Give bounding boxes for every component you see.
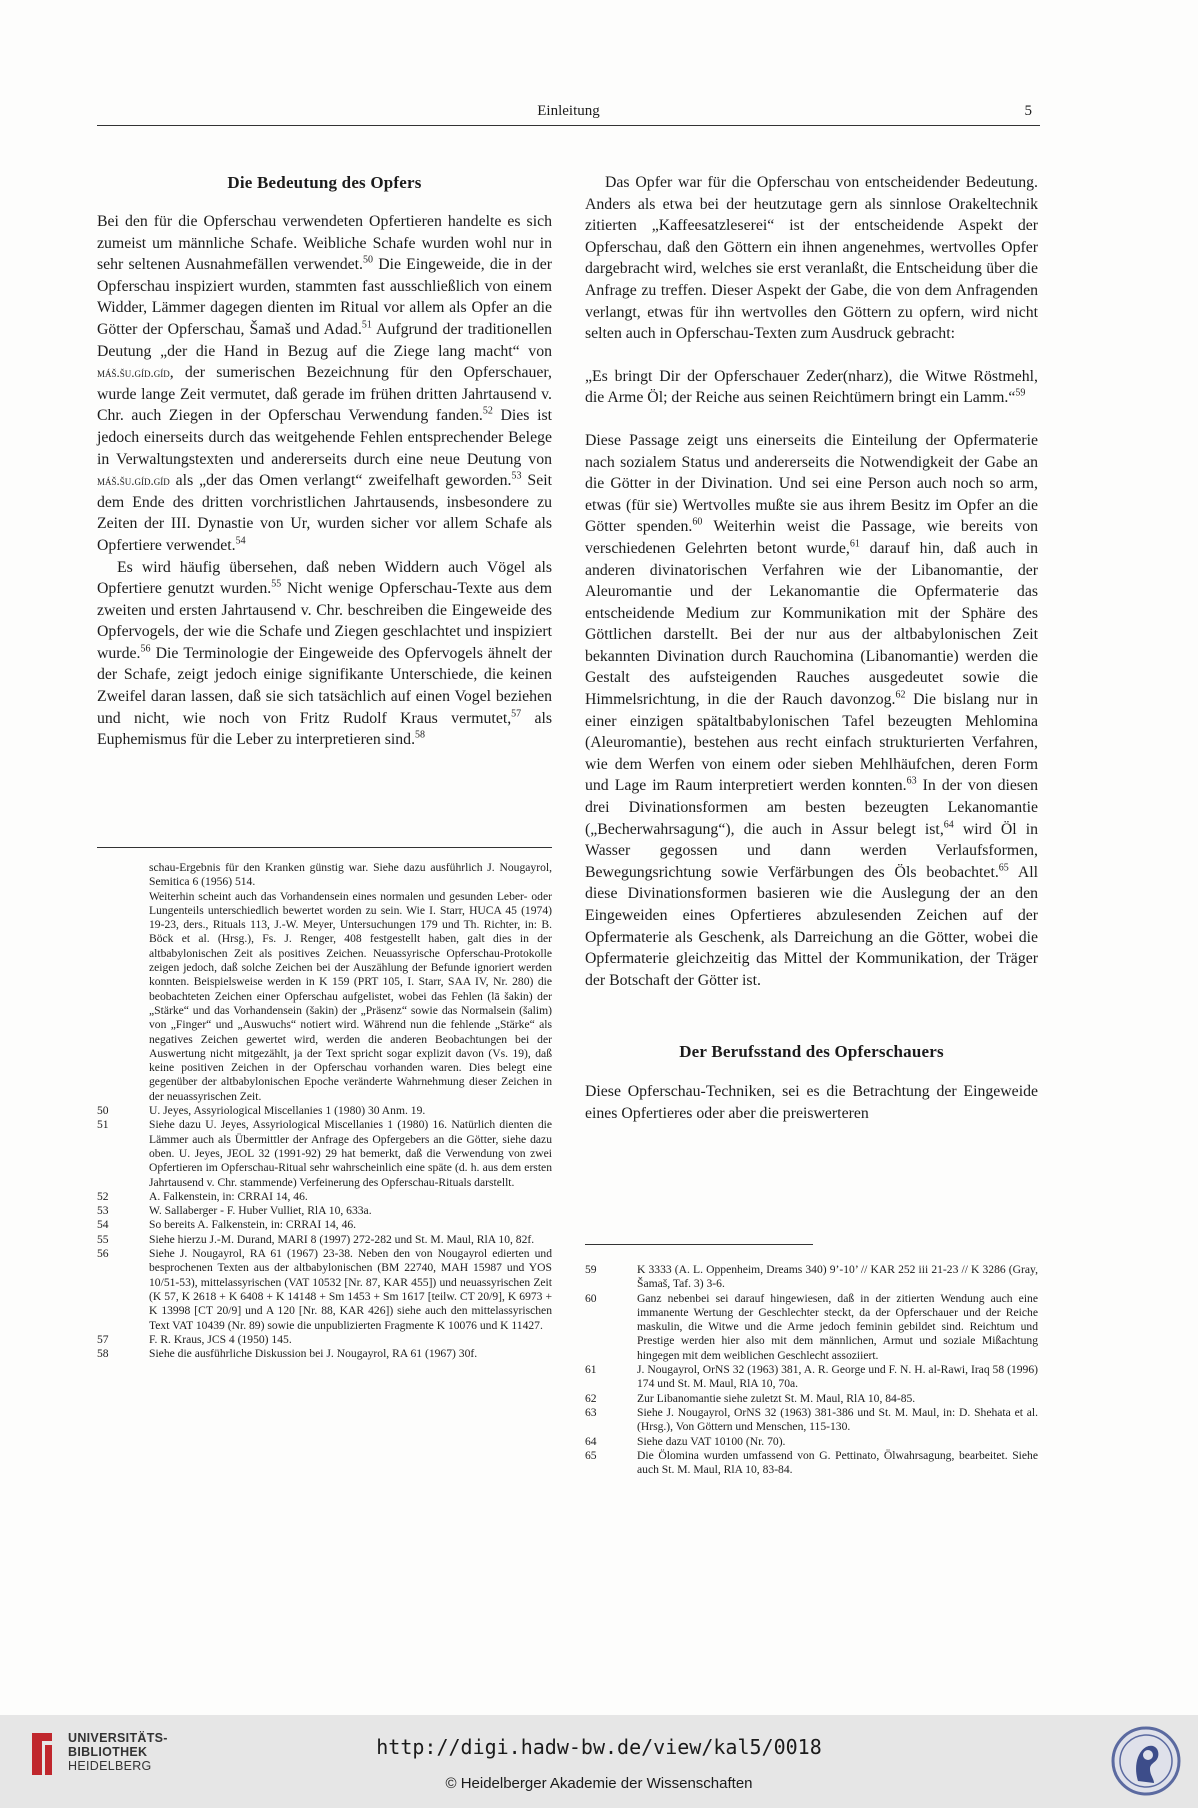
footnote-number: 63 — [585, 1405, 597, 1419]
footnote-divider — [585, 1244, 813, 1245]
footnote-ref[interactable]: 60 — [692, 517, 703, 529]
sumerian-term: máš.šu.gíd.gíd — [97, 365, 170, 381]
footnote-text: Siehe dazu U. Jeyes, Assyriological Miscellanies 1 (1980) 16. Natürlich dienten die Lämmer auch als Übermittler der Anfrage des Opfergebers an die Götter, siehe dazu oben. U. Jeyes, JEOL 32 (1991-92) 29 hat bemerkt, daß die Verwendung von zwei Opfertieren im Opferschau-Ritual sehr wahrscheinlich eine späte (d. h. aus dem ersten Jahrtausend v. Chr. stammende) Verfeinerung des Opferschau-Rituals darstellt. — [149, 1118, 552, 1189]
footnote-63 — [585, 1406, 1038, 1435]
footnote-continuation: Weiterhin scheint auch das Vorhandensein eines normalen und gesunden Leber- oder Lungenteils unterschiedlich bewertet worden zu sein. Wie I. Starr, HUCA 45 (1974) 19-23, ders., Rituals 113, J.-W. Meyer, Untersuchungen 179 und Th. Richter, in: B. Böck et al. (Hrsg.), Fs. J. Renger, 408 festgestellt haben, galt dies in der altbabylonischen Zeit als positives Zeichen. Neuassyrische Opferschau-Protokolle zeigen jedoch, daß solche Zeichen bei der Auszählung der Befunde ignoriert werden konnten. Beispielsweise werden in K 159 (PRT 105, I. Starr, SAA IV, Nr. 280) die beobachteten Zeichen einer Opferschau aufgelistet, wobei das Fehlen (lā šakin) der „Stärke“ und das Vorhandensein (šakin) der „Präsenz“ sowie das Normalsein (šalim) von „Finger“ und „Auswuchs“ notiert wird. Während nun die fehlende „Stärke“ als negatives Zeichen gewertet wird, werden die anderen Beobachtungen bei der Auswertung nicht mitgezählt, ja der Text spricht sogar explizit davon (Vs. 19), daß keine positiven Zeichen in der Opferschau vorhanden waren. Dies belegt eine gegenüber der altbabylonischen Epoche veränderte Wahrnehmung dieser Zeichen in der neuassyrischen Zeit. — [149, 889, 552, 1103]
footnote-61 — [585, 1363, 1038, 1392]
footnote-55 — [97, 1233, 552, 1247]
library-name[interactable]: UNIVERSITÄTS- BIBLIOTHEK HEIDELBERG — [68, 1731, 168, 1773]
footnote-ref[interactable]: 64 — [943, 819, 954, 831]
footnote-number: 50 — [97, 1104, 109, 1118]
footnote-number: 53 — [97, 1204, 109, 1218]
footnote-text: F. R. Kraus, JCS 4 (1950) 145. — [149, 1332, 292, 1346]
left-footnotes — [97, 861, 552, 1361]
footnote-64 — [585, 1435, 1038, 1449]
footnote-ref[interactable]: 58 — [415, 729, 426, 741]
paragraph: Das Opfer war für die Opferschau von entscheidender Bedeutung. Anders als etwa bei der heutzutage gern als sinnlose Orakeltechnik zitierten „Kaffeesatzleserei“ ist der entscheidende Aspekt der Opferschau, daß den Göttern ein ihnen angenehmes, wertvolles Opfer dargebracht wird, welches sie erst veranlaßt, die Entscheidung über die Anfrage zu treffen. Dieser Aspekt der Gabe, die von dem Anfragenden verlangt, etwas für ihn wertvolles den Göttern zu opfern, wird nicht selten auch in Opferschau-Texten zum Ausdruck gebracht: — [585, 174, 1038, 343]
footnote-text: Zur Libanomantie siehe zuletzt St. M. Maul, RlA 10, 84-85. — [637, 1391, 916, 1405]
footnote-57 — [97, 1333, 552, 1347]
left-column — [97, 172, 552, 751]
footnote-number: 57 — [97, 1332, 109, 1346]
footnote-53 — [97, 1204, 552, 1218]
page-number: 5 — [1024, 103, 1032, 119]
copyright-notice: © Heidelberger Akademie der Wissenschaften — [445, 1775, 753, 1792]
library-footer — [0, 1715, 1198, 1808]
footnote-text: J. Nougayrol, OrNS 32 (1963) 381, A. R. George und F. N. H. al-Rawi, Iraq 58 (1996) 174 und St. M. Maul, RlA 10, 70a. — [637, 1363, 1038, 1391]
footnote-number: 58 — [97, 1347, 109, 1361]
footnote-ref[interactable]: 63 — [906, 776, 917, 788]
footnote-number: 65 — [585, 1448, 597, 1462]
footnote-text: Siehe hierzu J.-M. Durand, MARI 8 (1997) 272-282 und St. M. Maul, RlA 10, 82f. — [149, 1232, 535, 1246]
footnote-text: So bereits A. Falkenstein, in: CRRAI 14, 46. — [149, 1218, 357, 1232]
footnote-text: W. Sallaberger - F. Huber Vulliet, RlA 10, 633a. — [149, 1204, 372, 1218]
section-heading-berufsstand: Der Berufsstand des Opferschauers — [679, 1042, 944, 1062]
paragraph: Bei den für die Opferschau verwendeten Opfertieren handelte es sich zumeist um männliche Schafe. Weibliche Schafe wurden wohl nur in sehr seltenen Ausnahmefällen verwendet.$^{50}$ Die Eingeweide, die in der Opferschau inspiziert wurden, stammten fast ausschließlich von einem Widder, Lämmer dagegen dienten im Ritual vor allem als Opfer an die Götter der Opferschau, Šamaš und Adad.$^{51}$ Aufgrund der traditionellen Deutung „der die Hand in Bezug auf die Ziege lang macht“ von máš.šu.gíd.gíd, der sumerischen Bezeichnung für den Opferschauer, wurde lange Zeit vermutet, daß gerade im frühen dritten Jahrtausend v. Chr. auch Ziegen in der Opferschau Verwendung fanden.$^{52}$ Dies ist jedoch einerseits durch das weitgehende Fehlen entsprechender Belege in Verwaltungstexten und andererseits durch eine neue Deutung von máš.šu.gíd.gíd als „der das Omen verlangt“ zweifelhaft geworden.$^{53}$ Seit dem Ende des dritten vorchristlichen Jahrtausends, insbesondere zu Zeiten der III. Dynastie von Ur, wurden sicher vor allem Schafe als Opfertiere verwendet.$^{54}$ — [97, 213, 553, 554]
footnote-text: Siehe J. Nougayrol, RA 61 (1967) 23-38. Neben den von Nougayrol edierten und besprochenen Texten aus der altbabylonischen (BM 22740, MAH 15987 und YOS 10/51-53), mittelassyrischen (VAT 10532 [Nr. 87, KAR 455]) und neuassyrischen Zeit (K 57, K 2618 + K 6408 + K 14148 + Sm 1453 + Sm 1617 [teilw. CT 20/9], K 6973 + K 13998 [CT 20/9] und A 120 [Nr. 88, KAR 426]) siehe auch den mittelassyrischen Text VAT 10439 (Nr. 89) sowie die unpublizierten Fragmente K 10076 und K 11427. — [149, 1247, 552, 1332]
running-title: Einleitung — [537, 103, 600, 119]
footnote-58 — [97, 1347, 552, 1361]
footnote-number: 51 — [97, 1118, 109, 1132]
footnote-54 — [97, 1218, 552, 1232]
footnote-continuation: schau-Ergebnis für den Kranken günstig war. Siehe dazu ausführlich J. Nougayrol, Semitica 6 (1956) 514. — [149, 861, 552, 889]
footnote-ref[interactable]: 54 — [235, 535, 246, 547]
footnote-text: A. Falkenstein, in: CRRAI 14, 46. — [149, 1189, 308, 1203]
footnote-59 — [585, 1263, 1038, 1292]
running-header — [97, 101, 1040, 126]
section-heading-opfer: Die Bedeutung des Opfers — [227, 173, 422, 192]
footnote-text: Siehe J. Nougayrol, OrNS 32 (1963) 381-386 und St. M. Maul, in: D. Shehata et al. (Hrsg.), Von Göttern und Menschen, 115-130. — [637, 1405, 1038, 1434]
block-quote: „Es bringt Dir der Opferschauer Zeder(nharz), die Witwe Röstmehl, die Arme Öl; der Reiche aus seinen Reichtümern bringt ein Lamm.“$^{59}$ — [585, 367, 1038, 407]
footnote-ref[interactable]: 50 — [363, 254, 374, 266]
footnote-number: 55 — [97, 1232, 109, 1246]
footnote-ref[interactable]: 52 — [482, 406, 493, 418]
footnote-text: Ganz nebenbei sei darauf hingewiesen, daß in der zitierten Wendung auch eine immanente Wertung der Geschlechter steckt, da der Opferschauer und der Reiche maskulin, die Witwe und die Arme jedoch feminin gebildet sind. Reichtum und Prestige werden hier also mit dem männlichen, Armut und soziale Mißachtung hingegen mit dem weiblichen Geschlecht assoziiert. — [637, 1291, 1038, 1362]
footnote-ref[interactable]: 65 — [998, 862, 1009, 874]
footnote-ref[interactable]: 62 — [895, 689, 906, 701]
footnote-65 — [585, 1449, 1038, 1478]
paragraph: Diese Passage zeigt uns einerseits die Einteilung der Opfermaterie nach sozialem Status und andererseits die Notwendigkeit der Gabe an die Götter in der Divination. Und sei eine Person auch noch so arm, etwas (für sie) Wertvolles mußte sie aus ihrem Besitz im Opfer an die Götter spenden.$^{60}$ Weiterhin weist die Passage, wie bereits von verschiedenen Gelehrten betont wurde,$^{61}$ darauf hin, daß auch in anderen divinatorischen Verfahren wie der Libanomantie, der Aleuromantie und der Lekanomantie die Opfermaterie das entscheidende Medium zur Kommunikation mit der Sphäre des Göttlichen darstellt. Bei der nur aus der altbabylonischen Zeit bekannten Divination durch Rauchomina (Libanomantie) werden die Gestalt des aufsteigenden Rauches ausgedeutet sowie die Himmelsrichtung, in die der Rauch davonzog.$^{62}$ Die bislang nur in einer einzigen spätaltbabylonischen Tafel bezeugten Mehlomina (Aleuromantie), bestehen aus recht einfach strukturierten Verfahren, wie dem Werfen von einem oder sieben Mehlhäufchen, deren Form und Lage im Raum interpretiert werden konnten.$^{63}$ In der von diesen drei Divinationsformen am besten bezeugten Lekanomantie („Becherwahrsagung“), die auch in Assur belegt ist,$^{64}$ wird Öl in Wasser gegossen und dann werden Verlaufsformen, Bewegungsrichtung sowie Verfärbungen des Öls beobachtet.$^{65}$ All diese Divinationsformen basieren wie die Auslegung der an den Eingeweiden eines Opfertieres abzulesenden Zeichen auf der Opfermaterie als Geschenk, als Darreichung an die Götter, wobei die Opfermaterie gleichzeitig das Mittel der Kommunikation, der Träger der Botschaft der Götter ist. — [585, 431, 1039, 989]
footnote-50 — [97, 1104, 552, 1118]
permalink-url[interactable]: http://digi.hadw-bw.de/view/kal5/0018 — [376, 1735, 822, 1759]
paragraph: Es wird häufig übersehen, daß neben Widdern auch Vögel als Opfertiere genutzt wurden.$^{55}$ Nicht wenige Opferschau-Texte aus dem zweiten und ersten Jahrtausend v. Chr. beschreiben die Eingeweide des Opfervogels, der wie die Schafe und Ziegen geschlachtet und inspiziert wurde.$^{56}$ Die Terminologie der Eingeweide des Opfervogels ähnelt der der Schafe, zeigt jedoch einige signifikante Unterschiede, die keinen Zweifel daran lassen, daß sie sich tatsächlich auf einen Vogel beziehen und nicht, wie noch von Fritz Rudolf Kraus vermutet,$^{57}$ als Euphemismus für die Leber zu interpretieren sind.$^{58}$ — [97, 558, 552, 749]
footnote-52 — [97, 1190, 552, 1204]
footnote-text: K 3333 (A. L. Oppenheim, Dreams 340) 9’-10’ // KAR 252 iii 21-23 // K 3286 (Gray, Šamaš, Taf. 3) 3-6. — [637, 1263, 1038, 1291]
right-footnotes — [585, 1263, 1038, 1477]
footnote-51 — [97, 1118, 552, 1189]
footnote-text: U. Jeyes, Assyriological Miscellanies 1 (1980) 30 Anm. 19. — [149, 1104, 426, 1118]
footnote-62 — [585, 1392, 1038, 1406]
footnote-ref[interactable]: 53 — [511, 470, 522, 482]
footnote-ref[interactable]: 56 — [140, 643, 151, 655]
right-column — [585, 172, 1038, 1125]
sumerian-term: máš.šu.gíd.gíd — [97, 473, 170, 489]
footnote-ref[interactable]: 61 — [849, 538, 860, 550]
footnote-ref[interactable]: 55 — [271, 578, 282, 590]
footnote-ref[interactable]: 59 — [1015, 388, 1026, 400]
footnote-number: 62 — [585, 1391, 597, 1405]
footnote-number: 61 — [585, 1363, 597, 1377]
footnote-ref[interactable]: 51 — [361, 319, 372, 331]
footnote-ref[interactable]: 57 — [511, 708, 522, 720]
footnote-text: Die Ölomina wurden umfassend von G. Pettinato, Ölwahrsagung, bearbeitet. Siehe auch St. M. Maul, RlA 10, 83-84. — [637, 1448, 1038, 1477]
footnote-number: 56 — [97, 1247, 109, 1261]
footnote-56 — [97, 1247, 552, 1333]
footnote-number: 60 — [585, 1291, 597, 1305]
footnote-number: 64 — [585, 1434, 597, 1448]
academy-seal-icon — [1110, 1723, 1182, 1799]
footnote-divider — [97, 847, 552, 848]
footnote-60 — [585, 1292, 1038, 1363]
footnote-number: 52 — [97, 1189, 109, 1203]
footnote-text: Siehe dazu VAT 10100 (Nr. 70). — [637, 1434, 786, 1448]
footnote-text: Siehe die ausführliche Diskussion bei J. Nougayrol, RA 61 (1967) 30f. — [149, 1347, 478, 1361]
footnote-number: 54 — [97, 1218, 109, 1232]
footnote-number: 59 — [585, 1263, 597, 1276]
paragraph: Diese Opferschau-Techniken, sei es die Betrachtung der Eingeweide eines Opfertieres oder aber die preiswerteren — [585, 1083, 1038, 1122]
